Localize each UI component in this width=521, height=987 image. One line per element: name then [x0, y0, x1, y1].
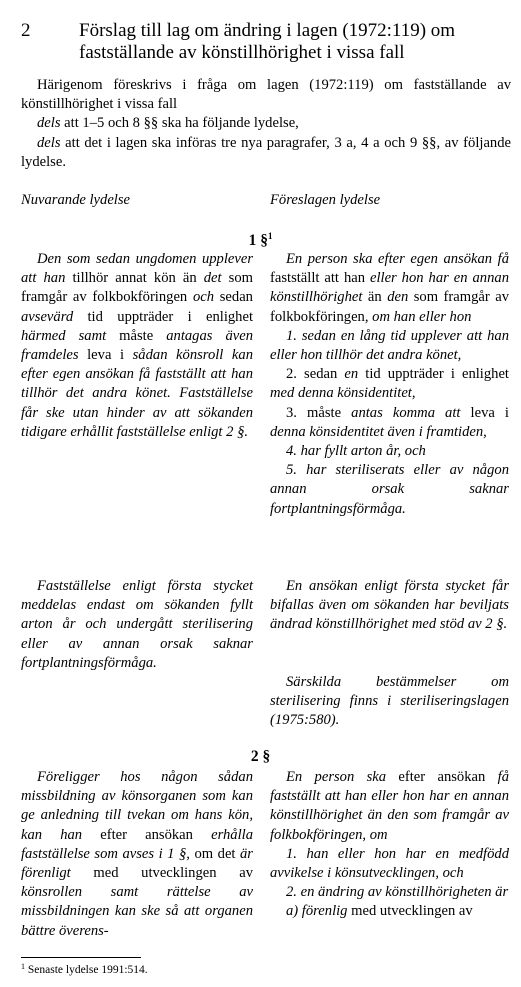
footnote-number: 1 — [21, 962, 25, 971]
text-run: är förenligt — [21, 845, 253, 882]
text-run: sedan — [214, 289, 253, 306]
section-1-proposed-text — [270, 250, 509, 519]
section-2-proposed-text — [270, 768, 509, 922]
text-run: fastställt att han — [270, 270, 370, 287]
footnote-divider — [21, 957, 141, 958]
text-run: med utvecklingen av — [347, 903, 473, 920]
document-title: Förslag till lag om ändring i lagen (1972:119) om fastställande av könstillhörighet i vissa fall — [79, 20, 456, 63]
section-2-current-text — [21, 768, 253, 941]
s1-left-p2: Fastställelse enligt första stycket meddelas endast om sökanden fyllt arton år och undergått sterilisering eller av annan orsak saknar fortplantningsförmåga. — [21, 578, 253, 671]
text-run: 1. han eller hon har en medfödd avvikelse i könsutvecklingen, och — [270, 845, 509, 882]
page-number: 2 — [21, 20, 31, 41]
section-1-current-text-2 — [21, 577, 253, 673]
section-1-proposed-text-3 — [270, 673, 509, 731]
text-run: om han eller hon — [372, 308, 472, 325]
section-2-heading: 2 § — [250, 748, 271, 765]
text-run: 5. har steriliserats eller av någon annan orsak saknar fortplantningsförmåga. — [270, 462, 509, 517]
text-run: med utvecklingen av — [70, 865, 253, 882]
text-run: med denna könsidentitet, — [270, 385, 416, 402]
text-run: som framgår av folkbokföringen, — [270, 289, 509, 325]
s1-right-p2: En ansökan enligt första stycket får bifallas även om sökanden har beviljats ändrad könstillhörighet med stöd av 2 §. — [270, 578, 509, 633]
footnote-text: Senaste lydelse 1991:514. — [25, 964, 148, 976]
text-run: den — [387, 289, 409, 306]
s1-right-item-2 — [270, 365, 509, 403]
text-run: 2. sedan — [286, 366, 345, 383]
s1-right-p1 — [270, 250, 509, 327]
footnote-marker: 1 — [267, 231, 273, 241]
s1-right-p3: Särskilda bestämmelser om sterilisering finns i steriliseringslagen (1975:580). — [270, 674, 509, 729]
intro-line-3: dels att det i lagen ska införas tre nya paragrafer, 3 a, 4 a och 9 §§, av följande lydelse. — [21, 134, 511, 170]
text-run: 2. en ändring av könstillhörigheten är — [286, 884, 509, 901]
s2-right-item-2 — [270, 883, 509, 902]
s2-right-p1 — [270, 768, 509, 845]
text-run: denna könsidentitet även i framtiden, — [270, 423, 487, 440]
s1-right-item-4 — [270, 442, 509, 461]
section-1-current-text — [21, 250, 253, 442]
text-run: efter ansökan — [386, 769, 498, 785]
footnote — [21, 962, 148, 976]
text-run: En person ska efter egen ansökan få — [286, 251, 509, 267]
text-run: än — [362, 289, 388, 306]
section-1-proposed-text-2 — [270, 577, 509, 635]
text-run: och — [192, 289, 215, 306]
column-header-proposed: Föreslagen lydelse — [270, 192, 381, 208]
text-run: Den som sedan ungdomen upplever att han — [21, 251, 253, 287]
text-run: leva i — [78, 347, 133, 364]
text-run: 3. måste — [286, 404, 352, 421]
s1-right-item-5 — [270, 461, 509, 519]
intro-line-1: Härigenom föreskrivs i fråga om lagen (1972:119) om fastställande av könstillhörighet i vissa fall — [21, 77, 511, 113]
text-run: tid uppträder i enlighet — [358, 366, 509, 383]
text-run: härmed samt — [21, 327, 107, 344]
intro-text — [21, 76, 511, 172]
text-run: måste — [106, 327, 167, 344]
text-run: tillhör annat kön än — [72, 270, 204, 287]
text-run: det — [203, 270, 222, 287]
s2-right-item-3 — [270, 902, 509, 921]
text-run: antas komma att — [351, 404, 461, 421]
text-run: 1. sedan en lång tid upplever att han eller hon tillhör det andra könet, — [270, 327, 509, 364]
text-run: avsevärd — [21, 308, 74, 325]
text-run: eller hon har en annan könstillhörighet — [270, 270, 509, 306]
text-run: erhålla fastställelse som avses i 1 §, — [21, 826, 253, 862]
column-header-current: Nuvarande lydelse — [21, 192, 131, 208]
text-run: tid uppträder i enlighet — [73, 308, 253, 325]
text-run: Föreligger hos någon sådan missbildning av könsorganen som kan ge anledning till tvekan om hans kön, kan han — [21, 769, 253, 843]
text-run: antagas även framdeles — [21, 327, 254, 364]
s1-left-p1 — [21, 250, 253, 442]
text-run: a) förenlig — [286, 903, 348, 920]
text-run: som framgår av folkbokföringen — [21, 270, 254, 306]
s1-right-item-3 — [270, 404, 509, 442]
text-run: 4. har fyllt arton år, och — [286, 443, 426, 460]
text-run: en — [344, 366, 359, 383]
text-run: könsrollen samt rättelse av missbildningen kan ske så att organen bättre överens- — [21, 884, 253, 939]
s2-right-item-1 — [270, 845, 509, 883]
text-run: efter ansökan — [82, 826, 212, 843]
intro-line-2: dels att 1–5 och 8 §§ ska ha följande lydelse, — [37, 115, 299, 132]
section-1-heading: 1 §$^1$ — [248, 231, 273, 249]
text-run: leva i — [460, 404, 509, 421]
text-run: En person ska — [286, 769, 387, 785]
s2-left-p1 — [21, 768, 253, 941]
s1-right-item-1 — [270, 327, 509, 365]
text-run: sådan könsroll kan efter egen ansökan få fastställt att han tillhör det andra könet. Fastställelse får ske utan hinder av att sökanden tidigare erhållit fastställelse enligt 2 §. — [21, 347, 253, 440]
text-run: få fastställt att han eller hon har en annan könstillhörighet än den som framgår av folkbokföringen, om — [270, 769, 509, 843]
text-run: om det — [189, 845, 240, 862]
